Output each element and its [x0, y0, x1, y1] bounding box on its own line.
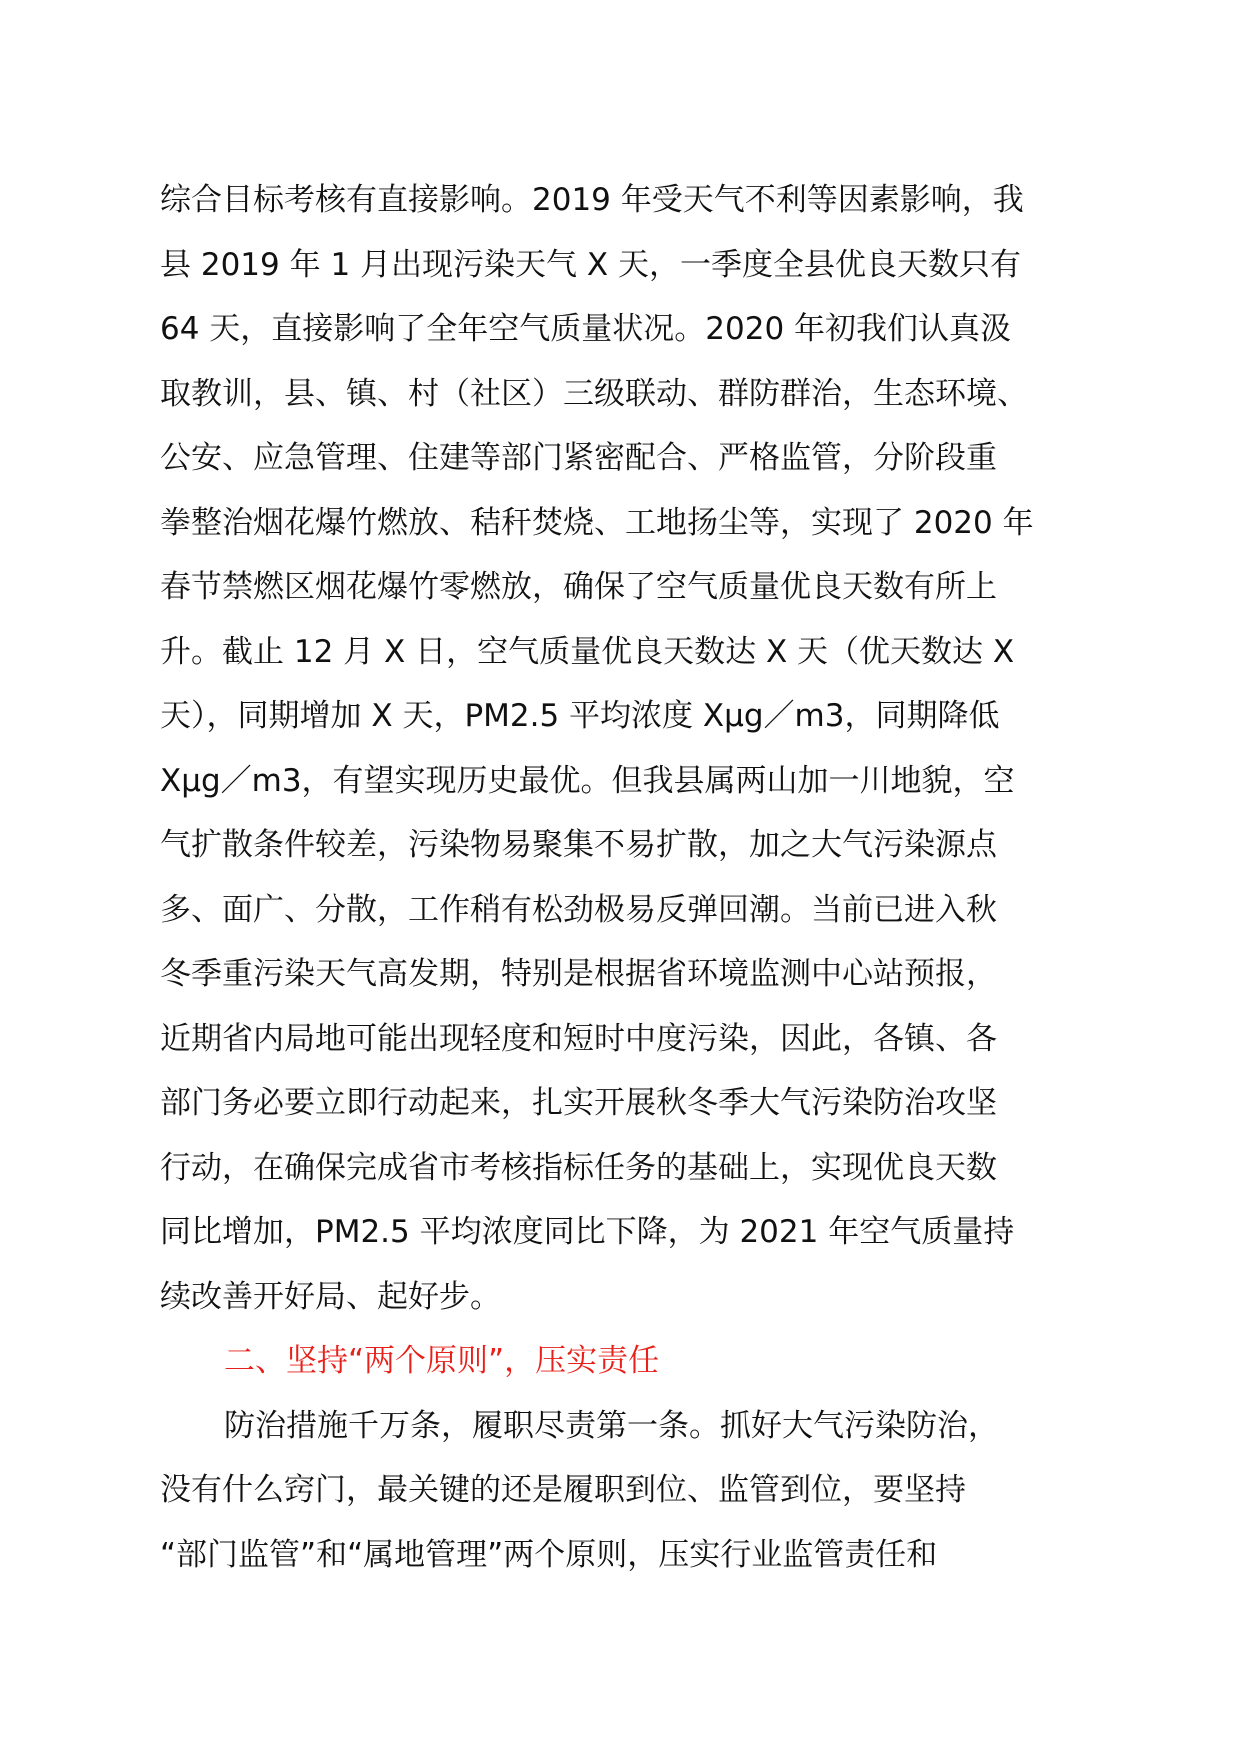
section-heading: 二、坚持“两个原则”，压实责任 [224, 1343, 660, 1379]
body-line: 64 天，直接影响了全年空气质量状况。2020 年初我们认真汲 [160, 311, 1012, 347]
body-line: 春节禁燃区烟花爆竹零燃放，确保了空气质量优良天数有所上 [160, 569, 997, 605]
body-line: 没有什么窍门，最关键的还是履职到位、监管到位，要坚持 [160, 1472, 966, 1508]
body-line: 天），同期增加 X 天，PM2.5 平均浓度 Xμg／m3，同期降低 [160, 698, 1000, 734]
body-line: 升。截止 12 月 X 日，空气质量优良天数达 X 天（优天数达 X [160, 633, 1015, 670]
body-line: 综合目标考核有直接影响。2019 年受天气不利等因素影响，我 [160, 182, 1024, 218]
paragraph-first-line: 防治措施千万条，履职尽责第一条。抓好大气污染防治， [224, 1407, 999, 1444]
body-line: 行动，在确保完成省市考核指标任务的基础上，实现优良天数 [160, 1149, 997, 1186]
document-body [160, 168, 1100, 1587]
body-line: “部门监管”和“属地管理”两个原则，压实行业监管责任和 [160, 1536, 938, 1573]
body-line: 拳整治烟花爆竹燃放、秸秆焚烧、工地扬尘等，实现了 2020 年 [160, 504, 1034, 541]
body-line: 多、面广、分散，工作稍有松劲极易反弹回潮。当前已进入秋 [160, 891, 997, 928]
body-line: 冬季重污染天气高发期，特别是根据省环境监测中心站预报， [160, 956, 997, 992]
body-line: 气扩散条件较差，污染物易聚集不易扩散，加之大气污染源点 [160, 827, 997, 863]
body-line: 县 2019 年 1 月出现污染天气 X 天，一季度全县优良天数只有 [160, 246, 1021, 283]
body-line: Xμg／m3，有望实现历史最优。但我县属两山加一川地貌，空 [160, 762, 1015, 799]
body-line: 近期省内局地可能出现轻度和短时中度污染，因此，各镇、各 [160, 1020, 997, 1057]
body-line: 部门务必要立即行动起来，扎实开展秋冬季大气污染防治攻坚 [160, 1085, 997, 1121]
body-line: 公安、应急管理、住建等部门紧密配合、严格监管，分阶段重 [160, 440, 997, 476]
body-line: 取教训，县、镇、村（社区）三级联动、群防群治，生态环境、 [160, 375, 1028, 412]
body-line: 同比增加，PM2.5 平均浓度同比下降，为 2021 年空气质量持 [160, 1214, 1015, 1250]
body-line: 续改善开好局、起好步。 [160, 1278, 501, 1315]
